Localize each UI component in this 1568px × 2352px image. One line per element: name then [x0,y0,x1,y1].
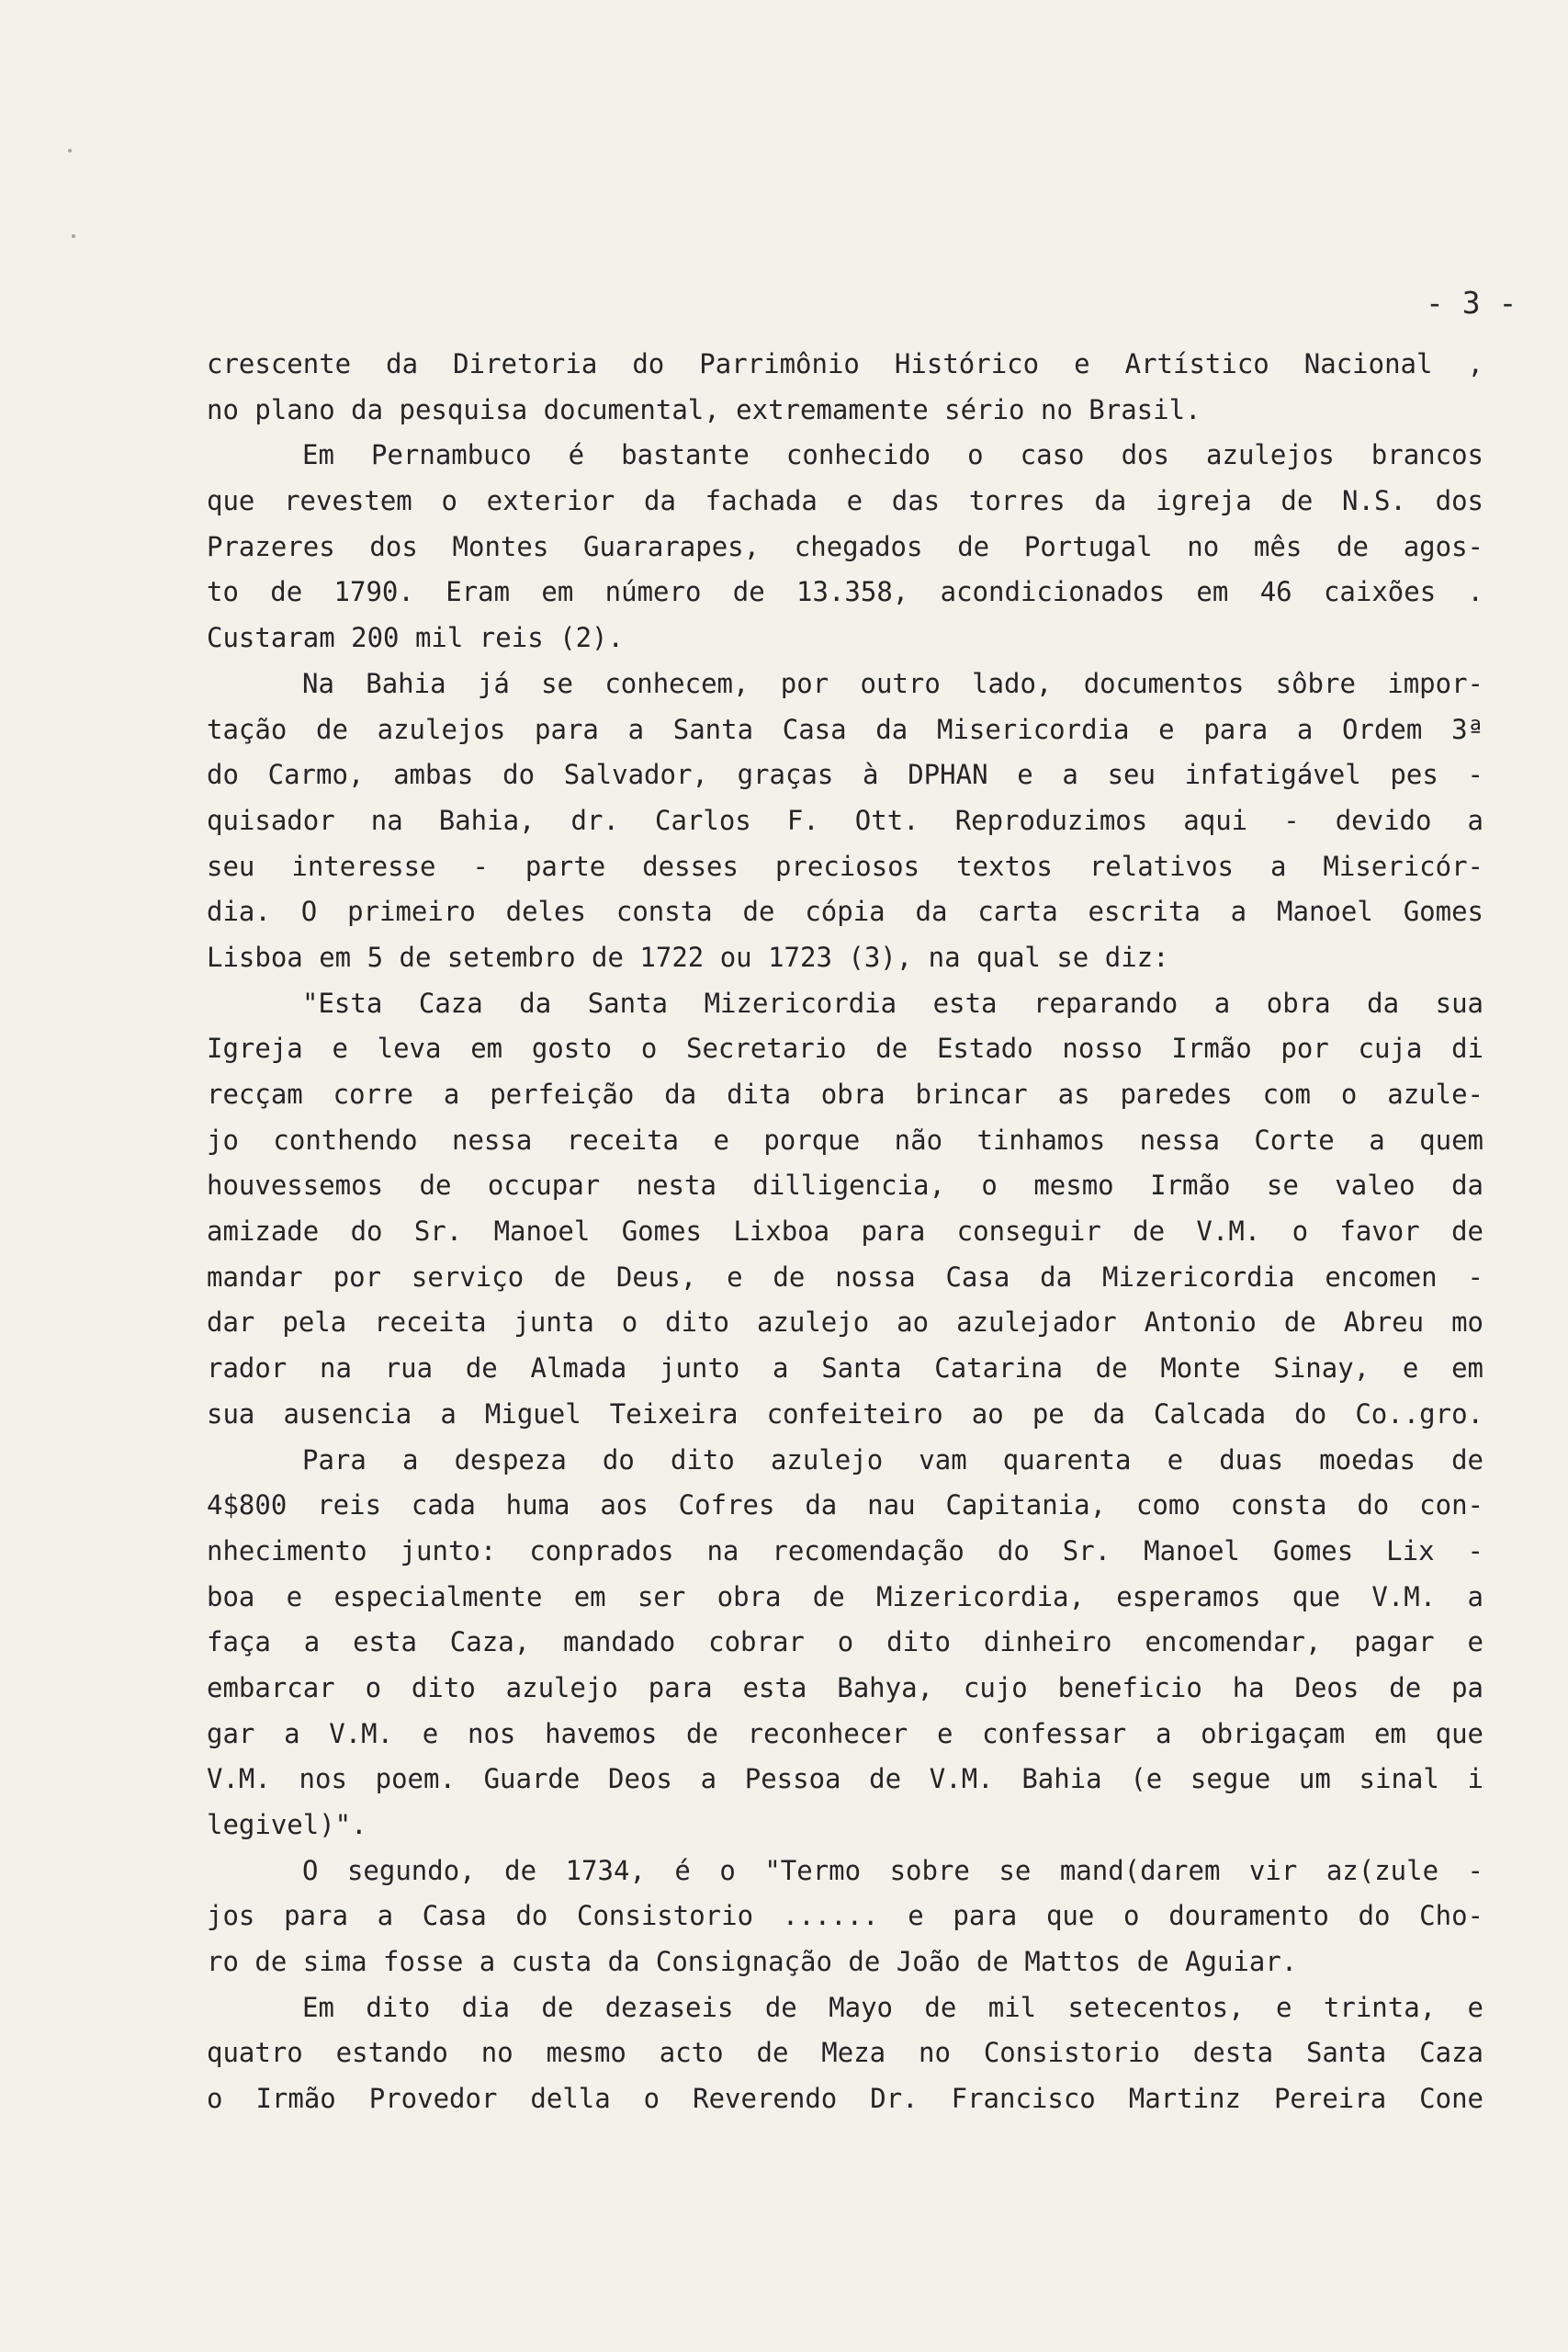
body-text [207,342,1483,2122]
text-line: Em dito dia de dezaseis de Mayo de mil setecentos, e trinta, e [302,1991,1483,2023]
text-line: dar pela receita junta o dito azulejo ao azulejador Antonio de Abreu mo [207,1306,1483,1339]
text-line: 4$800 reis cada huma aos Cofres da nau Capitania, como consta do con- [207,1489,1483,1521]
text-line: V.M. nos poem. Guarde Deos a Pessoa de V.M. Bahia (e segue um sinal i [207,1763,1483,1795]
text-line: no plano da pesquisa documental, extremamente sério no Brasil. [207,393,1201,425]
text-line: Custaram 200 mil reis (2). [207,622,624,654]
text-line: houvessemos de occupar nesta dilligencia, o mesmo Irmão se valeo da [207,1170,1483,1202]
text-line: quatro estando no mesmo acto de Meza no Consistorio desta Santa Caza [207,2037,1483,2069]
text-line: tação de azulejos para a Santa Casa da Misericordia e para a Ordem 3ª [207,713,1483,745]
text-line: dia. O primeiro deles consta de cópia da carta escrita a Manoel Gomes [207,896,1483,928]
text-line: rador na rua de Almada junto a Santa Catarina de Monte Sinay, e em [207,1352,1483,1385]
text-line: embarcar o dito azulejo para esta Bahya, cujo beneficio ha Deos de pa [207,1671,1483,1703]
text-line: O segundo, de 1734, é o "Termo sobre se mand(darem vir az(zule - [302,1854,1483,1886]
text-line: to de 1790. Eram em número de 13.358, acondicionados em 46 caixões . [207,576,1483,608]
text-line: boa e especialmente em ser obra de Mizericordia, esperamos que V.M. a [207,1580,1483,1612]
paper-speck [68,149,72,153]
text-line: recçam corre a perfeição da dita obra brincar as paredes com o azule- [207,1079,1483,1110]
text-line: jo conthendo nessa receita e porque não tinhamos nessa Corte a quem [207,1124,1483,1156]
text-line: amizade do Sr. Manoel Gomes Lixboa para conseguir de V.M. o favor de [207,1216,1483,1248]
text-line: gar a V.M. e nos havemos de reconhecer e confessar a obrigaçam em que [207,1717,1483,1749]
text-line: Em Pernambuco é bastante conhecido o caso dos azulejos brancos [302,439,1483,471]
text-line: crescente da Diretoria do Parrimônio Histórico e Artístico Nacional , [207,348,1483,379]
text-line: Lisboa em 5 de setembro de 1722 ou 1723 (3), na qual se diz: [207,941,1169,973]
text-line: faça a esta Caza, mandado cobrar o dito dinheiro encomendar, pagar e [207,1626,1483,1658]
text-line: nhecimento junto: conprados na recomendação do Sr. Manoel Gomes Lix - [207,1534,1483,1566]
text-line: que revestem o exterior da fachada e das torres da igreja de N.S. dos [207,485,1483,517]
text-line: legivel)". [207,1809,367,1840]
text-line: "Esta Caza da Santa Mizericordia esta reparando a obra da sua [302,987,1483,1019]
text-line: sua ausencia a Miguel Teixeira confeiteiro ao pe da Calcada do Co..gro. [207,1397,1483,1430]
text-line: o Irmão Provedor della o Reverendo Dr. Francisco Martinz Pereira Cone [207,2083,1483,2115]
text-line: Na Bahia já se conhecem, por outro lado, documentos sôbre impor- [302,667,1483,699]
text-line: ro de sima fosse a custa da Consignação de João de Mattos de Aguiar. [207,1946,1298,1978]
text-line: seu interesse - parte desses preciosos textos relativos a Misericór- [207,850,1483,882]
text-line: do Carmo, ambas do Salvador, graças à DPHAN e a seu infatigável pes - [207,759,1483,791]
text-line: quisador na Bahia, dr. Carlos F. Ott. Reproduzimos aqui - devido a [207,804,1483,836]
page-number: - 3 - [1426,285,1517,321]
paper-speck [72,234,75,238]
text-line: Igreja e leva em gosto o Secretario de Estado nosso Irmão por cuja di [207,1033,1483,1065]
text-line: mandar por serviço de Deus, e de nossa Casa da Mizericordia encomen - [207,1261,1483,1293]
text-line: jos para a Casa do Consistorio ...... e para que o douramento do Cho- [207,1900,1483,1932]
text-line: Prazeres dos Montes Guararapes, chegados de Portugal no mês de agos- [207,530,1483,562]
text-line: Para a despeza do dito azulejo vam quarenta e duas moedas de [302,1443,1483,1476]
